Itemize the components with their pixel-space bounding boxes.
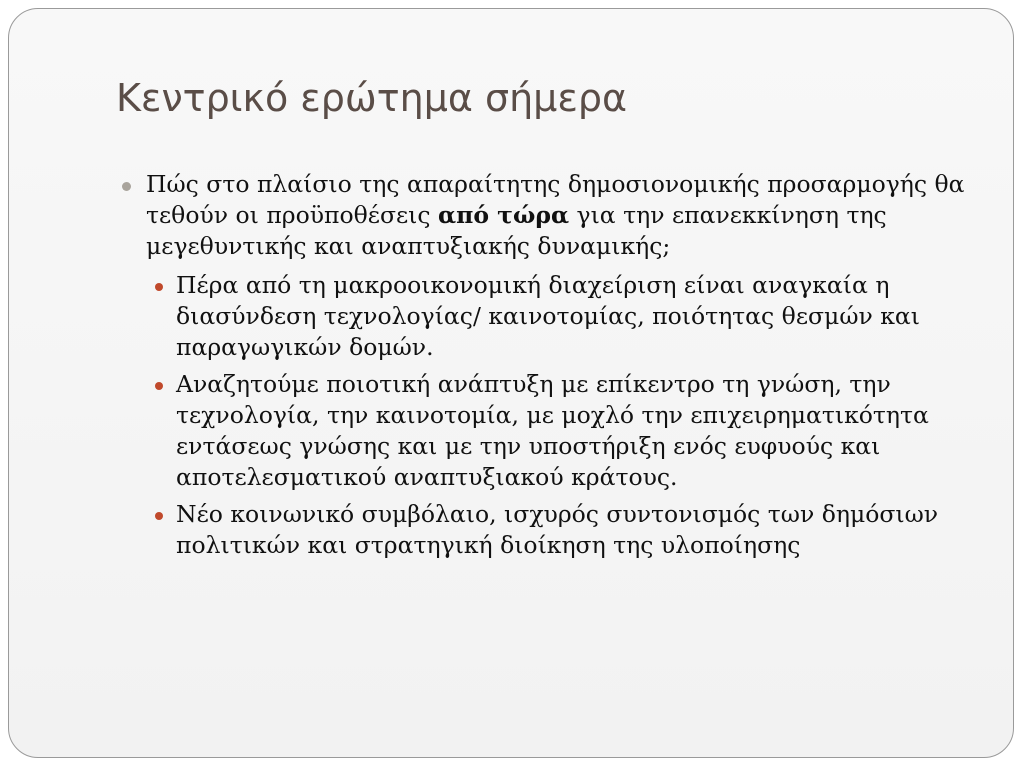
bullet-dot-icon bbox=[122, 182, 131, 191]
sub-bullet-text: Πέρα από τη μακροοικονομική διαχείριση είναι αναγκαία η διασύνδεση τεχνολογίας/ καινοτομίας, ποιότητας θεσμών και παραγωγικών δομών. bbox=[176, 271, 921, 361]
sub-bullet-1 bbox=[117, 270, 977, 363]
slide bbox=[8, 8, 1014, 758]
sub-bullet-2 bbox=[117, 369, 977, 493]
main-bullet-text-before: Πώς στο πλαίσιο της απαραίτητης δημοσιονομικής προσαρμογής θα τεθούν οι προϋποθέσεις bbox=[146, 170, 965, 229]
sub-bullet-text: Νέο κοινωνικό συμβόλαιο, ισχυρός συντονισμός των δημόσιων πολιτικών και στρατηγική διοίκηση της υλοποίησης bbox=[176, 500, 939, 559]
main-bullet-text-after: για την επανεκκίνηση της μεγεθυντικής και αναπτυξιακής δυναμικής; bbox=[146, 201, 887, 260]
sub-bullet-dot-icon bbox=[155, 382, 163, 390]
sub-bullet-dot-icon bbox=[155, 283, 163, 291]
slide-title: Κεντρικό ερώτημα σήμερα bbox=[116, 76, 628, 120]
slide-body bbox=[117, 169, 977, 561]
sub-bullet-dot-icon bbox=[155, 512, 163, 520]
main-bullet-bold-text: από τώρα bbox=[438, 201, 570, 229]
main-bullet bbox=[117, 169, 977, 262]
sub-bullet-text: Αναζητούμε ποιοτική ανάπτυξη με επίκεντρο τη γνώση, την τεχνολογία, την καινοτομία, με μοχλό την επιχειρηματικότητα εντάσεως γνώσης και με την υποστήριξη ενός ευφυούς και αποτελεσματικού αναπτυξιακού κράτους. bbox=[176, 370, 929, 491]
sub-bullet-3 bbox=[117, 499, 977, 561]
